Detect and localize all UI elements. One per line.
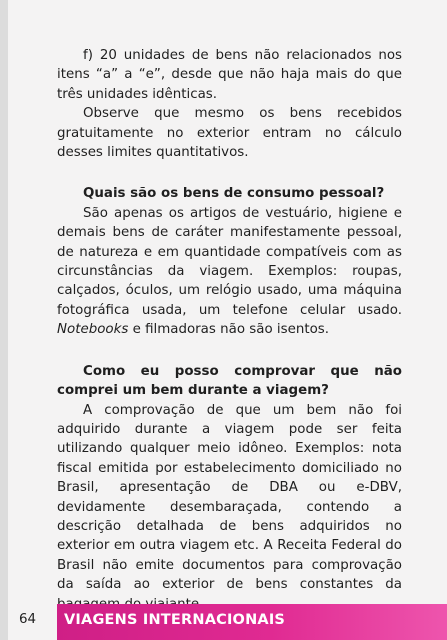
personal-goods-text-a: São apenas os artigos de vestuário, higiene e demais bens de caráter manifestamente pessoal, de natureza e em quantidade compatíveis com as circunstâncias da viagem. Exemplos: roupas, calçados, óculos, um relógio usado, uma máquina fotográfica usada, um telefone celular usado. — [57, 205, 402, 318]
page-edge — [0, 0, 8, 640]
page-number: 64 — [19, 612, 37, 627]
heading-personal-goods: Quais são os bens de consumo pessoal? — [83, 186, 385, 202]
personal-goods-paragraph — [57, 204, 402, 340]
page-body — [57, 46, 402, 614]
personal-goods-text-b: e filmadoras não são isentos. — [128, 322, 329, 338]
heading-proof: Como eu posso comprovar que não comprei um bem durante a viagem? — [57, 363, 402, 399]
personal-goods-italic-term: Notebooks — [57, 322, 129, 338]
list-item-f: f) 20 unidades de bens não relacionados nos itens “a” a “e”, desde que não haja mais do que três unidades idênticas. — [57, 48, 402, 102]
proof-paragraph: A comprovação de que um bem não foi adquirido durante a viagem pode ser feita utilizando qualquer meio idôneo. Exemplos: nota fiscal emitida por estabelecimento domiciliado no Brasil, apresentação de DBA ou e-DBV, devidamente desembaraçada, contendo a descrição detalhada de bens adquiridos no exterior em outra viagem etc. A Receita Federal do Brasil não emite documentos para comprovação da saída ao exterior de bens constantes da — [57, 402, 402, 593]
section-title: VIAGENS INTERNACIONAIS — [64, 612, 286, 628]
note-paragraph: Observe que mesmo os bens recebidos gratuitamente no exterior entram no cálculo desses limites quantitativos. — [57, 106, 402, 161]
